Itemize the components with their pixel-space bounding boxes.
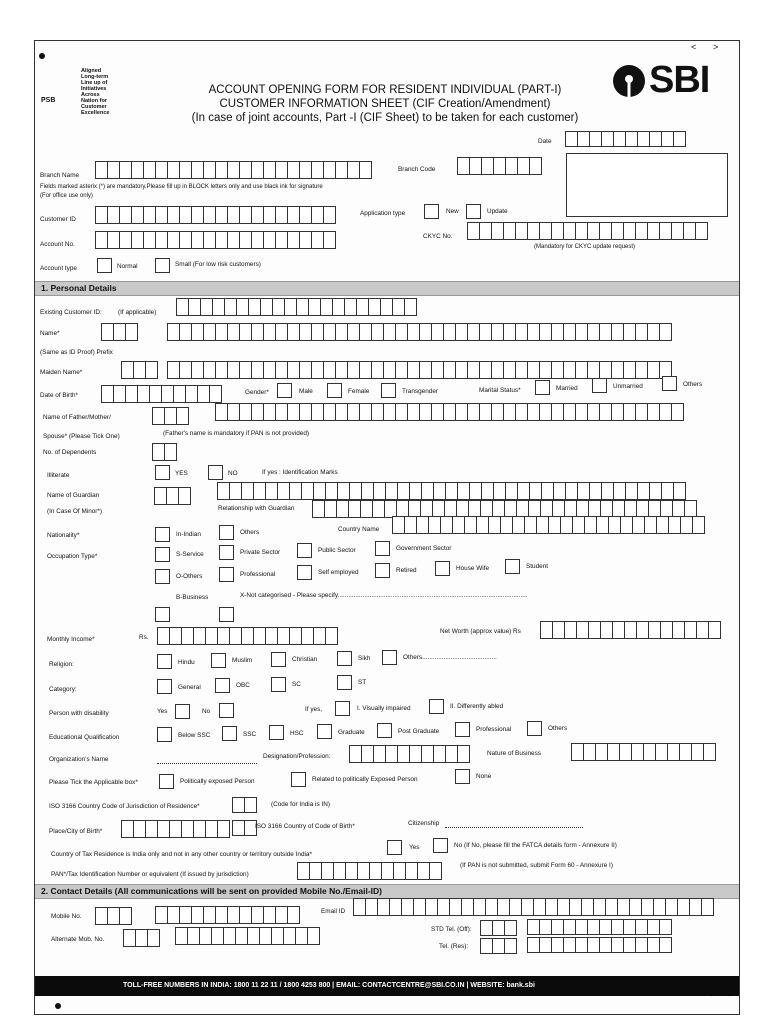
sc-label: SC (292, 681, 301, 688)
tagline-line: Aligned (81, 68, 102, 74)
organization-line[interactable] (157, 763, 257, 764)
edu-below-ssc-checkbox[interactable] (157, 727, 172, 742)
visually-impaired-label: I. Visually impaired (357, 705, 411, 712)
illiterate-no-checkbox[interactable] (208, 465, 223, 480)
tax-yes-label: Yes (409, 844, 420, 851)
gender-male-checkbox[interactable] (277, 383, 292, 398)
name-label: Name* (40, 330, 60, 337)
father-name-boxes[interactable] (215, 403, 683, 421)
nationality-others-checkbox[interactable] (219, 525, 234, 540)
ckyc-note: (Mandatory for CKYC update request) (534, 244, 636, 250)
name-boxes[interactable] (167, 323, 671, 341)
female-label: Female (348, 388, 370, 395)
edu-graduate-checkbox[interactable] (317, 724, 332, 739)
occupation-x-checkbox[interactable] (219, 607, 234, 622)
retired-label: Retired (396, 567, 417, 574)
disability-yes-checkbox[interactable] (175, 704, 190, 719)
account-no-label: Account No. (40, 241, 75, 248)
pep-label: Politically exposed Person (180, 778, 255, 785)
sbi-logo-text: SBI (649, 59, 710, 101)
christian-label: Christian (292, 656, 318, 663)
nav-next-top[interactable]: > (713, 42, 719, 52)
category-obc-checkbox[interactable] (215, 678, 230, 693)
title-line-1: ACCOUNT OPENING FORM FOR RESIDENT INDIVIDUAL (PART-I) (208, 84, 562, 96)
disability-label: Person with disability (49, 710, 109, 717)
mobile-number-boxes[interactable] (155, 906, 299, 924)
dependents-label: No. of Dependents (43, 449, 97, 456)
occupation-professional-checkbox[interactable] (219, 567, 234, 582)
designation-label: Designation/Profession: (263, 753, 331, 760)
o-others-label: O-Others (176, 573, 203, 580)
net-worth-boxes[interactable] (540, 621, 720, 639)
in-case-minor-label: (In Case Of Minor*) (47, 508, 103, 515)
title-line-2: CUSTOMER INFORMATION SHEET (CIF Creation/Amendment) (219, 97, 551, 110)
tagline-line: Excellence (81, 109, 110, 116)
mandatory-note: Fields marked asterix (*) are mandatory.Please fill up in BLOCK letters only and use black ink for signature (40, 184, 323, 190)
muslim-label: Muslim (232, 657, 253, 664)
account-normal-checkbox[interactable] (97, 258, 112, 273)
nationality-others-label: Others (240, 529, 260, 536)
nationality-indian-checkbox[interactable] (155, 527, 170, 542)
occupation-o-others-checkbox[interactable] (155, 569, 170, 584)
none-label: None (476, 773, 492, 780)
maiden-name-label: Maiden Name* (40, 369, 83, 376)
alt-mobile-number-boxes[interactable] (175, 927, 319, 945)
dob-boxes[interactable] (101, 385, 221, 403)
edu-ssc-checkbox[interactable] (222, 726, 237, 741)
religion-hindu-checkbox[interactable] (157, 654, 172, 669)
country-name-label: Country Name (338, 526, 380, 533)
edu-hsc-checkbox[interactable] (269, 725, 284, 740)
disability-no-label: No (202, 708, 211, 715)
occupation-type-label: Occupation Type* (47, 553, 98, 560)
iso-residence-boxes[interactable] (232, 797, 256, 813)
gender-female-checkbox[interactable] (327, 383, 342, 398)
mobile-code-boxes[interactable] (95, 907, 131, 925)
pan-note: (If PAN is not submitted, submit Form 60 - Annexure I) (460, 862, 613, 869)
male-label: Male (299, 388, 313, 395)
occupation-house-wife-checkbox[interactable] (435, 561, 450, 576)
marital-others-checkbox[interactable] (662, 376, 677, 391)
occupation-retired-checkbox[interactable] (375, 563, 390, 578)
married-label: Married (556, 385, 578, 392)
account-type-label: Account type (40, 265, 77, 272)
if-yes-label: If yes, (305, 706, 323, 713)
organization-label: Organization's Name (49, 756, 109, 763)
edu-others-checkbox[interactable] (527, 721, 542, 736)
s-service-label: S-Service (176, 551, 204, 558)
category-general-checkbox[interactable] (157, 679, 172, 694)
guardian-name-boxes[interactable] (217, 482, 685, 500)
if-applicable-label: (If applicable) (118, 309, 157, 316)
identification-marks-label: If yes : Identification Marks (262, 469, 338, 476)
customer-id-label: Customer ID (40, 216, 76, 223)
religion-sikh-checkbox[interactable] (337, 651, 352, 666)
branch-name-label: Branch Name (40, 172, 80, 179)
general-label: General (178, 684, 201, 691)
dependents-boxes[interactable] (152, 443, 176, 461)
account-no-boxes[interactable] (95, 231, 335, 249)
ckyc-no-boxes[interactable] (467, 222, 707, 240)
punch-dot-top (39, 53, 45, 59)
monthly-income-label: Monthly Income* (47, 636, 95, 643)
student-label: Student (526, 563, 549, 570)
category-label: Category: (49, 686, 77, 693)
differently-abled-label: II. Differently abled (450, 703, 504, 710)
religion-muslim-checkbox[interactable] (211, 653, 226, 668)
house-wife-label: House Wife (456, 565, 490, 572)
new-label: New (446, 208, 459, 215)
dob-label: Date of Birth* (40, 392, 79, 399)
others-edu-label: Others (548, 725, 568, 732)
religion-others-label: Others.......................................... (403, 654, 497, 661)
illiterate-label: Illiterate (47, 472, 70, 479)
existing-customer-boxes[interactable] (176, 298, 416, 316)
tel-res-number-boxes[interactable] (527, 937, 671, 953)
tagline-line: Initiatives (81, 85, 107, 92)
sbi-logo (609, 59, 729, 103)
tick-applicable-label: Please Tick the Applicable box* (49, 779, 138, 786)
small-label: Small (For low risk customers) (175, 261, 261, 268)
tagline-line: Long-term (81, 73, 109, 80)
category-st-checkbox[interactable] (337, 675, 352, 690)
occupation-public-checkbox[interactable] (297, 543, 312, 558)
unmarried-label: Unmarried (613, 383, 643, 390)
father-mother-label: Name of Father/Mother/ (43, 414, 111, 421)
b-business-label: B-Business (176, 594, 209, 601)
sikh-label: Sikh (358, 655, 371, 662)
country-name-boxes[interactable] (392, 516, 704, 534)
title-line-3: (In case of joint accounts, Part -I (CIF Sheet) to be taken for each customer) (191, 111, 579, 124)
guardian-prefix-boxes[interactable] (154, 487, 190, 505)
government-sector-label: Government Sector (396, 545, 452, 552)
contact-details-header (35, 884, 739, 899)
professional-edu-label: Professional (476, 726, 512, 733)
illiterate-yes-checkbox[interactable] (155, 465, 170, 480)
net-worth-label: Net Worth (approx value) Rs (440, 628, 521, 635)
branch-code-boxes[interactable] (457, 157, 541, 175)
nationality-label: Nationality* (47, 532, 80, 539)
photo-box[interactable] (566, 153, 728, 217)
place-birth-label: Place/City of Birth* (49, 828, 103, 835)
personal-details-header (35, 281, 739, 296)
iso-birth-boxes[interactable] (232, 820, 256, 836)
application-update-checkbox[interactable] (466, 204, 481, 219)
marital-married-checkbox[interactable] (535, 380, 550, 395)
normal-label: Normal (117, 263, 138, 270)
pan-label: PAN*/Tax Identification Number or equivalent (If issued by jurisdiction) (51, 871, 249, 878)
contact-section-title: 2. Contact Details (All communications will be sent on provided Mobile No./Email-ID) (41, 886, 382, 896)
existing-customer-label: Existing Customer ID: (40, 309, 102, 316)
tax-yes-checkbox[interactable] (387, 840, 402, 855)
account-small-checkbox[interactable] (155, 258, 170, 273)
obc-label: OBC (236, 682, 250, 689)
application-type-label: Application type (360, 210, 406, 217)
related-pep-label: Related to politically Exposed Person (312, 776, 418, 783)
marital-status-label: Marital Status* (479, 387, 521, 394)
code-india-label: (Code for India is IN) (271, 801, 330, 808)
punch-dot-bottom (55, 1003, 61, 1009)
form-sheet (34, 40, 740, 1015)
disability-no-checkbox[interactable] (219, 703, 234, 718)
hindu-label: Hindu (178, 659, 195, 666)
father-prefix-boxes[interactable] (152, 407, 188, 425)
std-off-code-boxes[interactable] (480, 920, 516, 936)
application-new-checkbox[interactable] (424, 204, 439, 219)
disability-yes-label: Yes (157, 708, 168, 715)
alt-mobile-code-boxes[interactable] (123, 929, 159, 947)
std-off-number-boxes[interactable] (527, 919, 671, 935)
place-birth-boxes[interactable] (121, 820, 229, 838)
others-label: Others (683, 381, 703, 388)
illiterate-no-label: NO (228, 470, 238, 477)
transgender-label: Transgender (402, 388, 438, 395)
hsc-label: HSC (290, 730, 304, 737)
below-ssc-label: Below SSC (178, 732, 211, 739)
illiterate-yes-label: YES (175, 470, 188, 477)
date-boxes[interactable] (565, 131, 685, 147)
religion-christian-checkbox[interactable] (271, 652, 286, 667)
occupation-self-employed-checkbox[interactable] (297, 565, 312, 580)
mobile-label: Mobile No. (51, 913, 82, 920)
section-title: 1. Personal Details (41, 283, 117, 293)
iso-birth-label: ISO 3166 Country of Code of Birth* (255, 823, 355, 830)
office-use-note: (For office use only) (40, 193, 93, 199)
occupation-private-checkbox[interactable] (219, 545, 234, 560)
visually-impaired-checkbox[interactable] (335, 701, 350, 716)
tagline-line: Across (81, 91, 100, 98)
in-indian-label: In-Indian (176, 531, 201, 538)
branch-name-boxes[interactable] (95, 161, 371, 179)
professional-label: Professional (240, 571, 276, 578)
marital-unmarried-checkbox[interactable] (592, 378, 607, 393)
alt-mobile-label: Alternate Mob. No. (51, 936, 105, 943)
pep-checkbox[interactable] (159, 774, 174, 789)
customer-id-boxes[interactable] (95, 206, 335, 224)
name-prefix-boxes[interactable] (101, 323, 137, 341)
edu-professional-checkbox[interactable] (455, 722, 470, 737)
occupation-s-service-checkbox[interactable] (155, 547, 170, 562)
same-as-id-label: (Same as ID Proof) Prefix (40, 349, 113, 356)
tel-res-code-boxes[interactable] (480, 938, 516, 954)
father-note: (Father's name is mandatory if PAN is not provided) (163, 430, 310, 437)
monthly-income-boxes[interactable] (157, 627, 337, 645)
maiden-prefix-boxes[interactable] (121, 361, 157, 379)
differently-abled-checkbox[interactable] (429, 699, 444, 714)
post-graduate-label: Post Graduate (398, 728, 440, 735)
email-boxes[interactable] (353, 898, 713, 916)
tagline-line: Customer (81, 103, 107, 110)
no-fatca-label: No (If No, please fill the FATCA details form - Annexure II) (454, 842, 617, 849)
citizenship-line[interactable] (445, 827, 583, 828)
tax-residence-label: Country of Tax Residence is India only and not in any other country or territory outside India* (51, 851, 312, 858)
related-pep-checkbox[interactable] (291, 772, 306, 787)
date-label: Date (538, 138, 552, 145)
tel-res-label: Tel. (Res): (439, 943, 469, 950)
pep-none-checkbox[interactable] (455, 769, 470, 784)
religion-label: Religion: (49, 661, 74, 668)
pan-boxes[interactable] (297, 862, 441, 880)
spouse-label: Spouse* (Please Tick One) (43, 433, 120, 440)
designation-boxes[interactable] (349, 745, 469, 763)
iso-residence-label: ISO 3166 Country Code of Jurisdiction of Residence* (49, 803, 200, 810)
email-label: Email ID (321, 908, 346, 915)
footer-bar (35, 976, 739, 996)
st-label: ST (358, 679, 367, 686)
rs-label: Rs. (139, 634, 149, 641)
tagline-line: Line up of (81, 79, 108, 86)
maiden-name-boxes[interactable] (167, 361, 671, 379)
footer-text: TOLL-FREE NUMBERS IN INDIA: 1800 11 22 11 / 1800 4253 800 | EMAIL: CONTACTCENTRE@SBI.CO.IN | WEBSITE: bank.sbi (123, 982, 535, 989)
relationship-guardian-label: Relationship with Guardian (218, 505, 295, 512)
graduate-label: Graduate (338, 729, 365, 736)
tax-no-checkbox[interactable] (433, 838, 448, 853)
tagline-line: Nation for (81, 97, 107, 104)
nature-business-label: Nature of Business (487, 750, 541, 757)
branch-code-label: Branch Code (398, 166, 436, 173)
ssc-label: SSC (243, 731, 257, 738)
edu-post-graduate-checkbox[interactable] (377, 723, 392, 738)
private-sector-label: Private Sector (240, 549, 281, 556)
occupation-student-checkbox[interactable] (505, 559, 520, 574)
self-employed-label: Self employed (318, 569, 359, 576)
education-label: Educational Qualification (49, 734, 120, 741)
form-title (175, 84, 595, 125)
update-label: Update (487, 208, 508, 215)
ckyc-no-label: CKYC No. (423, 233, 453, 240)
std-off-label: STD Tel. (Off): (431, 926, 472, 933)
x-not-categorised-label: X-Not categorised - Please specify........................................................................................................... (240, 592, 528, 599)
religion-others-checkbox[interactable] (382, 650, 397, 665)
category-sc-checkbox[interactable] (271, 677, 286, 692)
occupation-government-checkbox[interactable] (375, 541, 390, 556)
gender-label: Gender* (245, 389, 269, 396)
psb-label: PSB (41, 97, 56, 104)
public-sector-label: Public Sector (318, 547, 356, 554)
psb-tagline (81, 69, 121, 117)
nature-business-boxes[interactable] (571, 743, 715, 761)
occupation-b-business-checkbox[interactable] (155, 607, 170, 622)
nav-prev-top[interactable]: < (691, 42, 697, 52)
guardian-label: Name of Guardian (47, 492, 100, 499)
gender-transgender-checkbox[interactable] (381, 383, 396, 398)
citizenship-label: Citizenship (408, 820, 440, 827)
